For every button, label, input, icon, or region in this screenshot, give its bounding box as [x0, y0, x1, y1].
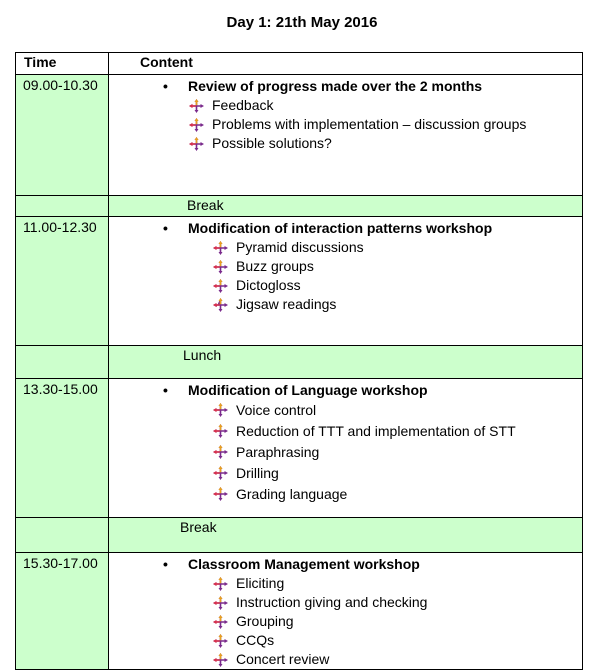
list-item: Feedback [109, 96, 582, 115]
four-point-arrow-icon [213, 466, 228, 480]
session-items [109, 238, 582, 314]
session-heading-text: Modification of interaction patterns workshop [188, 220, 493, 236]
four-point-arrow-icon [213, 577, 228, 591]
session-content [109, 379, 583, 518]
four-point-arrow-icon [213, 424, 228, 438]
list-item: Concert review [109, 650, 582, 669]
break-label: Break [109, 196, 583, 217]
four-point-arrow-icon [213, 260, 228, 274]
session-heading [109, 554, 582, 574]
four-point-arrow-icon [213, 596, 228, 610]
session-heading [109, 218, 582, 238]
session-heading-text: Classroom Management workshop [188, 556, 420, 572]
bullet-icon: • [163, 220, 168, 236]
lunch-time-cell [16, 346, 109, 379]
break-row [16, 196, 583, 217]
session-row [16, 217, 583, 346]
four-point-arrow-icon [213, 403, 228, 417]
four-point-arrow-icon [213, 298, 228, 312]
list-item: Problems with implementation – discussion groups [109, 115, 582, 134]
list-item: Eliciting [109, 574, 582, 593]
session-content [109, 75, 583, 196]
session-time: 09.00-10.30 [16, 75, 109, 196]
list-item: Possible solutions? [109, 134, 582, 153]
lunch-row [16, 346, 583, 379]
session-content [109, 553, 583, 670]
session-row [16, 75, 583, 196]
session-heading-text: Review of progress made over the 2 months [188, 78, 483, 94]
session-heading [109, 380, 582, 400]
list-item: Grouping [109, 612, 582, 631]
four-point-arrow-icon [189, 137, 204, 151]
list-item: Jigsaw readings [109, 295, 582, 314]
session-items [109, 400, 582, 505]
break-time-cell [16, 196, 109, 217]
break-time-cell [16, 518, 109, 553]
four-point-arrow-icon [213, 241, 228, 255]
list-item: Reduction of TTT and implementation of STT [109, 421, 582, 442]
four-point-arrow-icon [213, 634, 228, 648]
header-time: Time [16, 53, 109, 75]
list-item: Pyramid discussions [109, 238, 582, 257]
four-point-arrow-icon [189, 99, 204, 113]
bullet-icon: • [163, 78, 168, 94]
page-title: Day 1: 21th May 2016 [226, 14, 378, 31]
session-items [109, 96, 582, 153]
list-item: Voice control [109, 400, 582, 421]
four-point-arrow-icon [213, 279, 228, 293]
session-items [109, 574, 582, 669]
four-point-arrow-icon [213, 487, 228, 501]
list-item: Instruction giving and checking [109, 593, 582, 612]
session-time: 13.30-15.00 [16, 379, 109, 518]
session-content [109, 217, 583, 346]
list-item: Drilling [109, 463, 582, 484]
session-heading-text: Modification of Language workshop [188, 382, 428, 398]
header-row [16, 53, 583, 75]
lunch-label: Lunch [109, 346, 583, 379]
session-row [16, 553, 583, 670]
list-item: Grading language [109, 484, 582, 505]
header-content: Content [109, 53, 583, 75]
session-time: 15.30-17.00 [16, 553, 109, 670]
four-point-arrow-icon [213, 653, 228, 667]
bullet-icon: • [163, 382, 168, 398]
bullet-icon: • [163, 556, 168, 572]
list-item: Dictogloss [109, 276, 582, 295]
four-point-arrow-icon [189, 118, 204, 132]
list-item: Paraphrasing [109, 442, 582, 463]
session-heading [109, 76, 582, 96]
break-label: Break [109, 518, 583, 553]
four-point-arrow-icon [213, 445, 228, 459]
session-row [16, 379, 583, 518]
schedule-table [15, 52, 583, 670]
four-point-arrow-icon [213, 615, 228, 629]
list-item: Buzz groups [109, 257, 582, 276]
list-item: CCQs [109, 631, 582, 650]
break-row [16, 518, 583, 553]
session-time: 11.00-12.30 [16, 217, 109, 346]
